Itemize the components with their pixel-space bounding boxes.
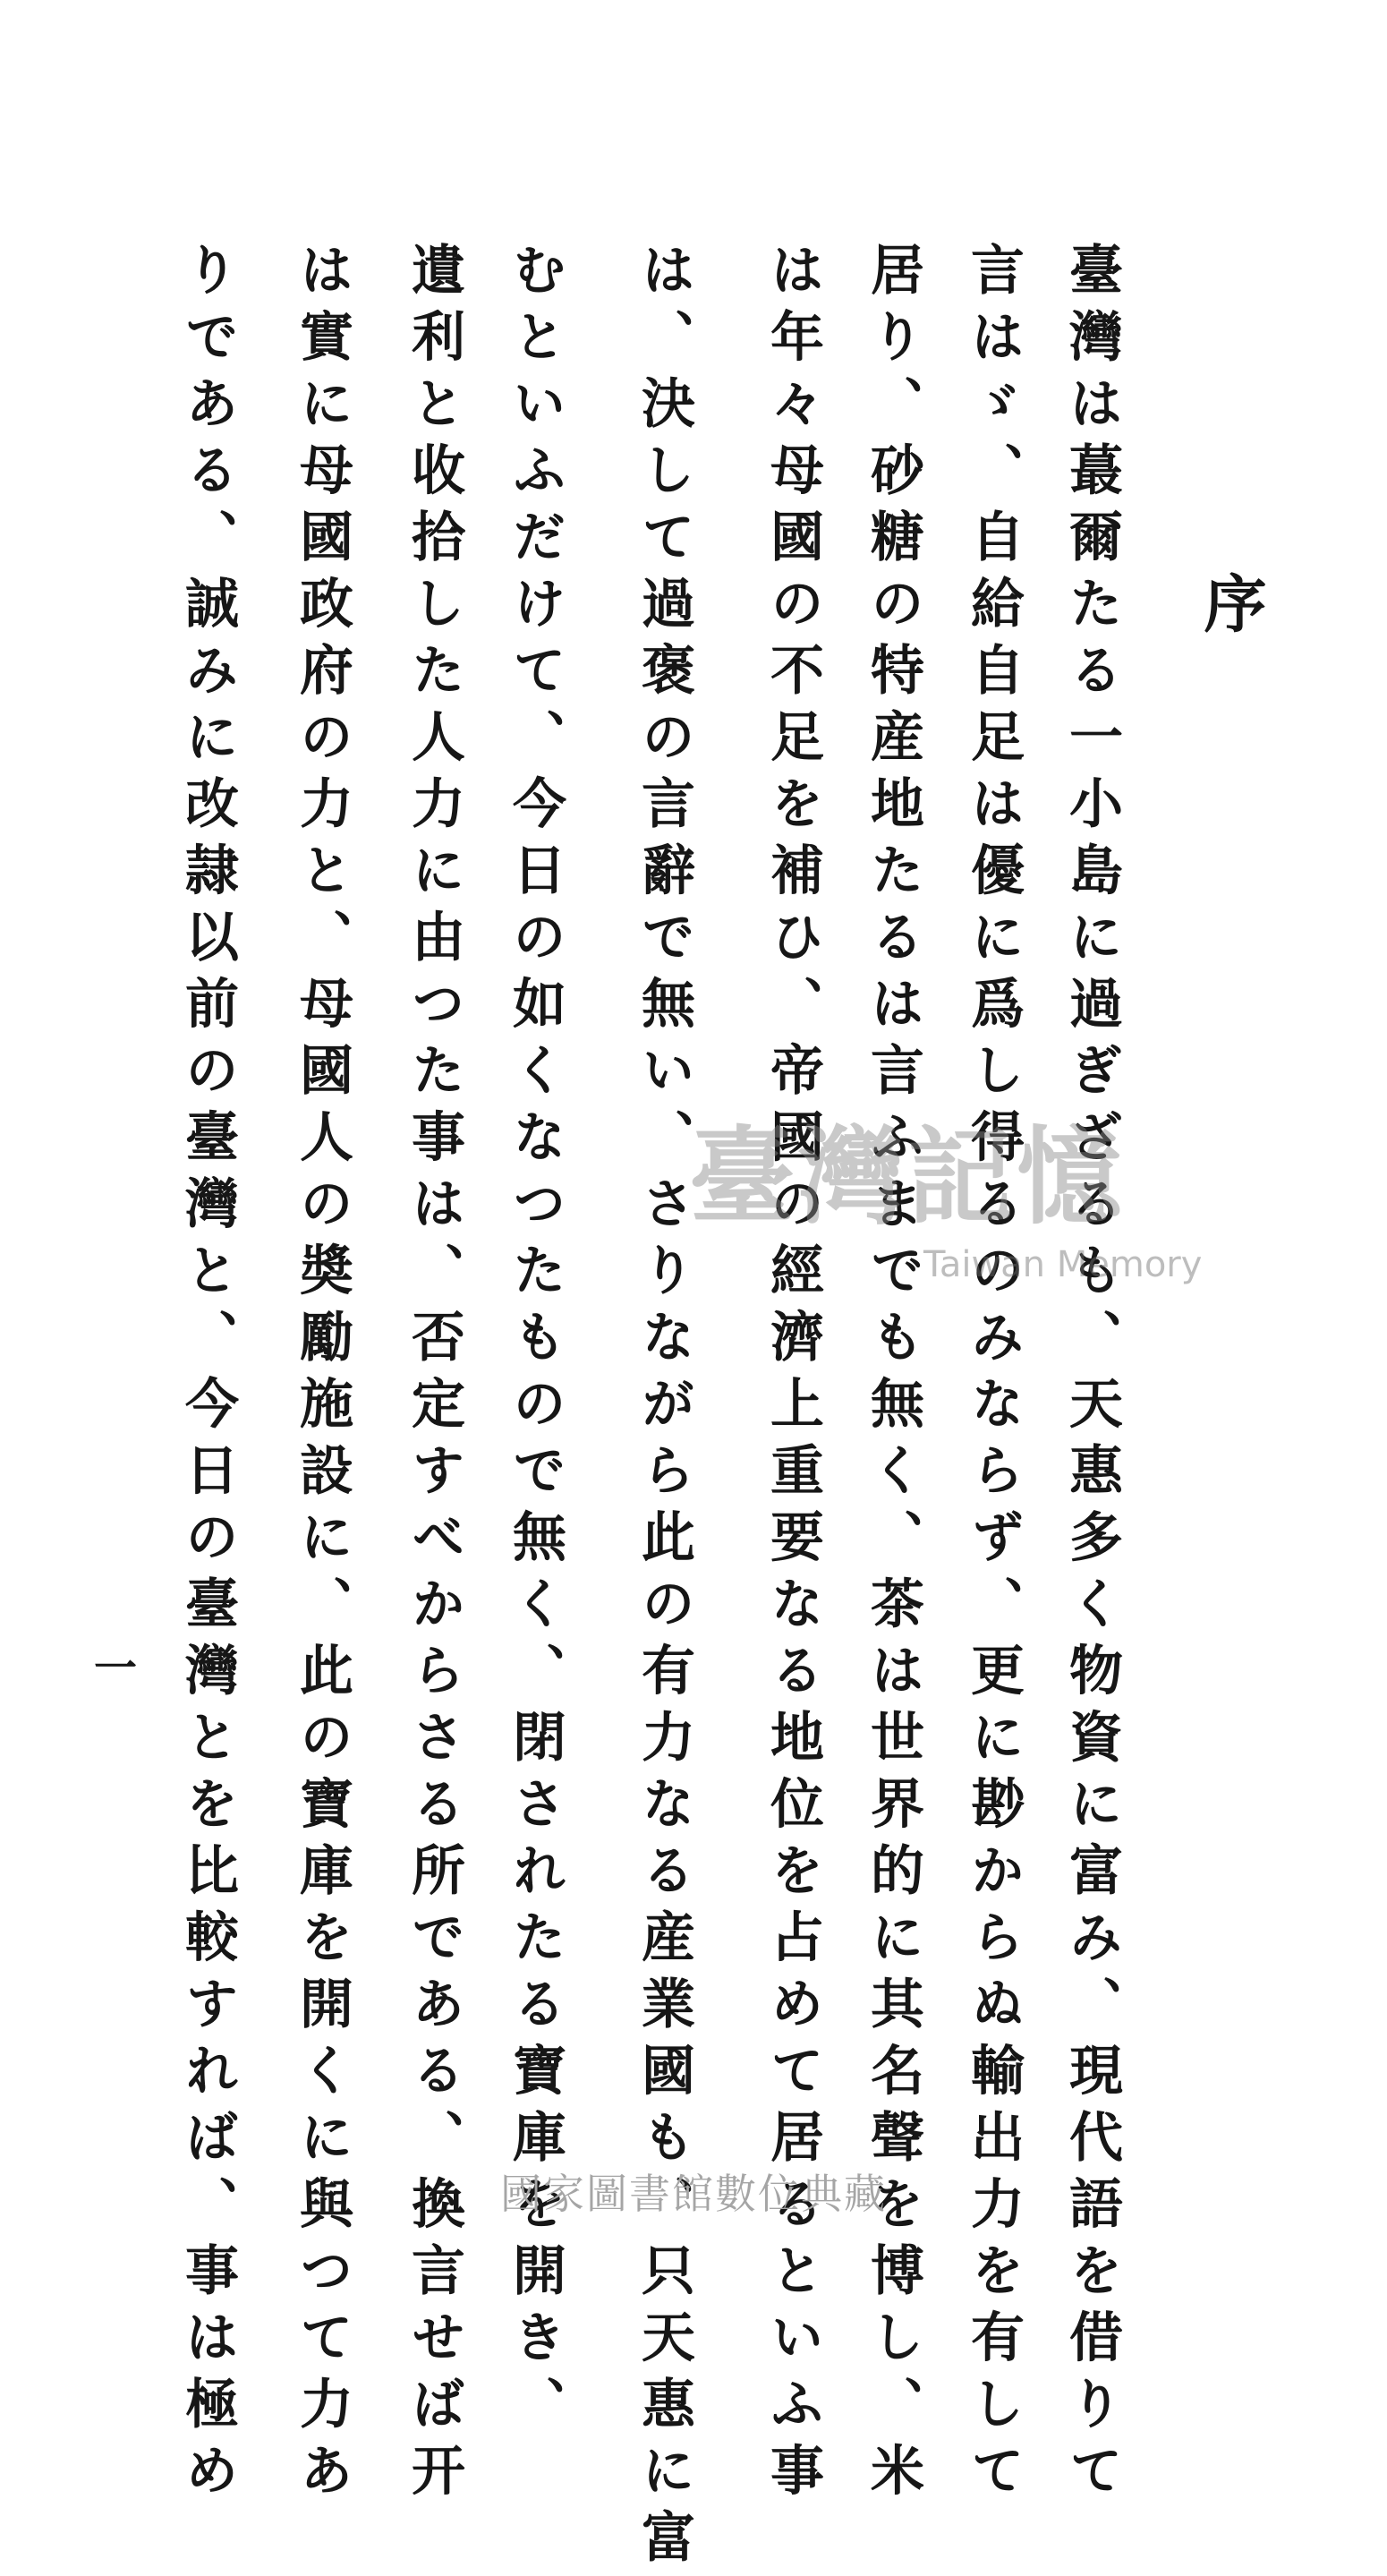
text-column-8: は實に母國政府の力と、母國人の奬勵施設に、此の寶庫を開くに與つて力あ <box>291 242 353 2509</box>
page-number: 一 <box>94 1643 138 1693</box>
text-column-7: 遺利と收拾した人力に由つた事は、否定すべからさる所である、換言せば开 <box>403 242 465 2509</box>
text-column-4: は年々母國の不足を補ひ、帝國の經濟上重要なる地位を占めて居るといふ事 <box>762 242 824 2509</box>
section-title: 序 <box>1194 571 1268 634</box>
text-column-5: は、決して過褒の言辭で無い、さりながら此の有力なる産業國も、只天惠に富 <box>633 242 695 2576</box>
text-column-2: 言はゞ、自給自足は優に爲し得るのみならず、更に尠からぬ輸出力を有して <box>962 242 1025 2509</box>
footer-credit: 國家圖書館數位典藏 <box>500 2170 887 2218</box>
text-column-6: むといふだけて、今日の如くなつたもので無く、閉されたる寶庫を開き、 <box>504 242 566 2443</box>
watermark-text: 臺灣記憶 <box>689 1114 1127 1239</box>
watermark-logo <box>689 1114 1203 1289</box>
text-column-1: 臺灣は蕞爾たる一小島に過ぎざるも、天惠多く物資に富み、現代語を借りて <box>1060 242 1123 2509</box>
text-column-9: りである、誠みに改隷以前の臺灣と、今日の臺灣とを比較すれば、事は極め <box>176 242 239 2509</box>
watermark-subtext: Taiwan Memory <box>923 1244 1203 1285</box>
text-column-3: 居り、砂糖の特産地たるは言ふまでも無く、茶は世界的に其名聲を博し、米 <box>862 242 924 2509</box>
